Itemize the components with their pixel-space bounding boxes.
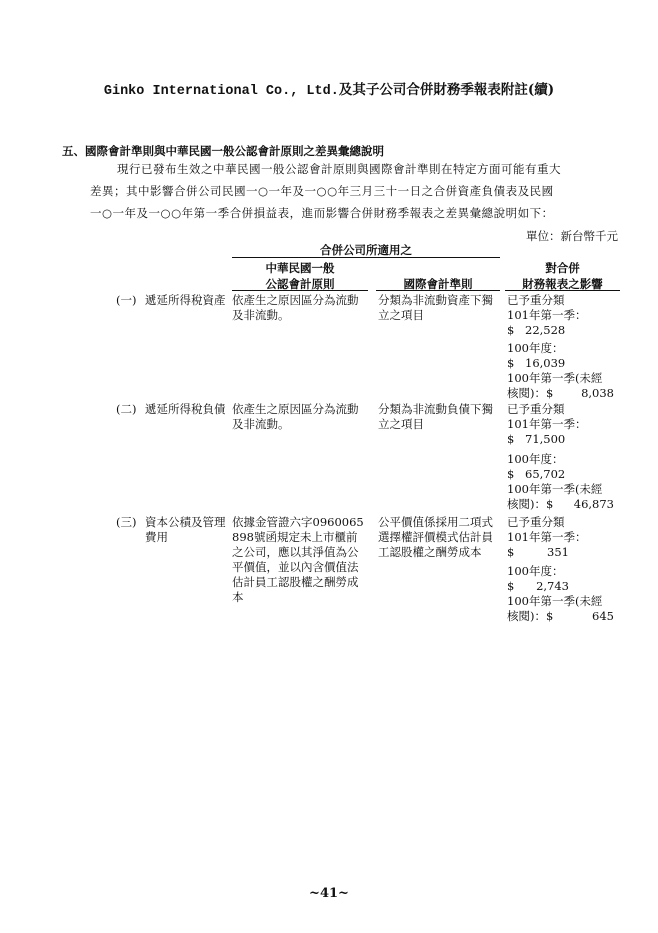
row-ifrs: 分類為非流動資產下獨立之項目	[378, 293, 493, 322]
unit-label: 單位：新台幣千元	[526, 229, 618, 243]
effect-title: 已予重分類	[507, 402, 565, 416]
effect-q100-label: 100年第一季(未經	[507, 371, 603, 385]
group-header: 合併公司所適用之	[320, 243, 412, 257]
col-effect-rule	[505, 290, 620, 291]
effect-title: 已予重分類	[507, 293, 565, 307]
effect-q100-label2: 核閱)：$	[507, 386, 554, 400]
para-line-1: 現行已發布生效之中華民國一般公認會計原則與國際會計準則在特定方面可能有重大	[117, 162, 561, 176]
row-ifrs: 公平價值係採用二項式選擇權評價模式估計員工認股權之酬勞成本	[378, 515, 493, 559]
section-heading: 五、國際會計準則與中華民國一般公認會計原則之差異彙總說明	[62, 144, 384, 158]
effect-y100-label: 100年度：	[507, 564, 564, 578]
effect-y100-currency: $	[507, 579, 515, 593]
effect-y100-currency: $	[507, 467, 515, 481]
effect-q1-label: 101年第一季：	[507, 530, 587, 544]
row-gaap: 依據金管證六字0960065898號函規定未上市櫃前之公司，應以其淨值為公平價值，並以內含價值法估計員工認股權之酬勞成本	[232, 515, 364, 604]
effect-q100-label2: 核閱)：$	[507, 609, 554, 623]
effect-q100-value: 46,873	[573, 497, 614, 511]
col-gaap-header-2: 公認會計原則	[265, 277, 335, 291]
effect-q100-label2: 核閱)：$	[507, 497, 554, 511]
para-line-2: 差異；其中影響合併公司民國一○一年及一○○年三月三十一日之合併資產負債表及民國	[90, 184, 554, 198]
page-title	[0, 78, 658, 99]
effect-y100-value: 16,039	[525, 356, 566, 370]
effect-y100-label: 100年度：	[507, 452, 564, 466]
col-ifrs-rule	[376, 290, 500, 291]
effect-q100-label: 100年第一季(未經	[507, 482, 603, 496]
row-number: (三)	[116, 515, 137, 529]
effect-y100-label: 100年度：	[507, 341, 564, 355]
row-number: (二)	[116, 402, 137, 416]
effect-y100-value: 65,702	[525, 467, 566, 481]
row-gaap: 依產生之原因區分為流動及非流動。	[232, 402, 359, 431]
effect-q1-label: 101年第一季：	[507, 417, 587, 431]
effect-y100-currency: $	[507, 356, 515, 370]
row-item: 遞延所得稅負債	[145, 402, 226, 416]
effect-y100-value: 2,743	[536, 579, 569, 593]
effect-q1-value: 71,500	[525, 432, 566, 446]
page-number: ~41~	[309, 886, 349, 901]
page-title-en: Ginko International Co., Ltd.	[103, 84, 339, 99]
row-number: (一)	[116, 293, 137, 307]
effect-q1-currency: $	[507, 432, 515, 446]
para-line-3: 一○一年及一○○年第一季合併損益表，進而影響合併財務季報表之差異彙總說明如下：	[90, 206, 554, 220]
effect-q1-value: 22,528	[525, 323, 566, 337]
page-title-cn: 及其子公司合併財務季報表附註(續)	[338, 82, 555, 98]
row-item: 資本公積及管理費用	[145, 515, 226, 544]
effect-q1-currency: $	[507, 545, 515, 559]
effect-q100-value: 645	[592, 609, 614, 623]
effect-q1-value: 351	[547, 545, 569, 559]
row-gaap: 依產生之原因區分為流動及非流動。	[232, 293, 359, 322]
col-gaap-rule	[232, 290, 368, 291]
row-item: 遞延所得稅資產	[145, 293, 226, 307]
col-effect-header-1: 對合併	[545, 261, 580, 275]
effect-q100-value: 8,038	[581, 386, 614, 400]
col-effect-header-2: 財務報表之影響	[522, 277, 603, 291]
effect-q1-label: 101年第一季：	[507, 308, 587, 322]
col-ifrs-header: 國際會計準則	[403, 277, 473, 291]
col-gaap-header-1: 中華民國一般	[265, 261, 335, 275]
effect-q100-label: 100年第一季(未經	[507, 594, 603, 608]
row-ifrs: 分類為非流動負債下獨立之項目	[378, 402, 493, 431]
effect-q1-currency: $	[507, 323, 515, 337]
group-header-rule	[232, 257, 500, 258]
effect-title: 已予重分類	[507, 515, 565, 529]
